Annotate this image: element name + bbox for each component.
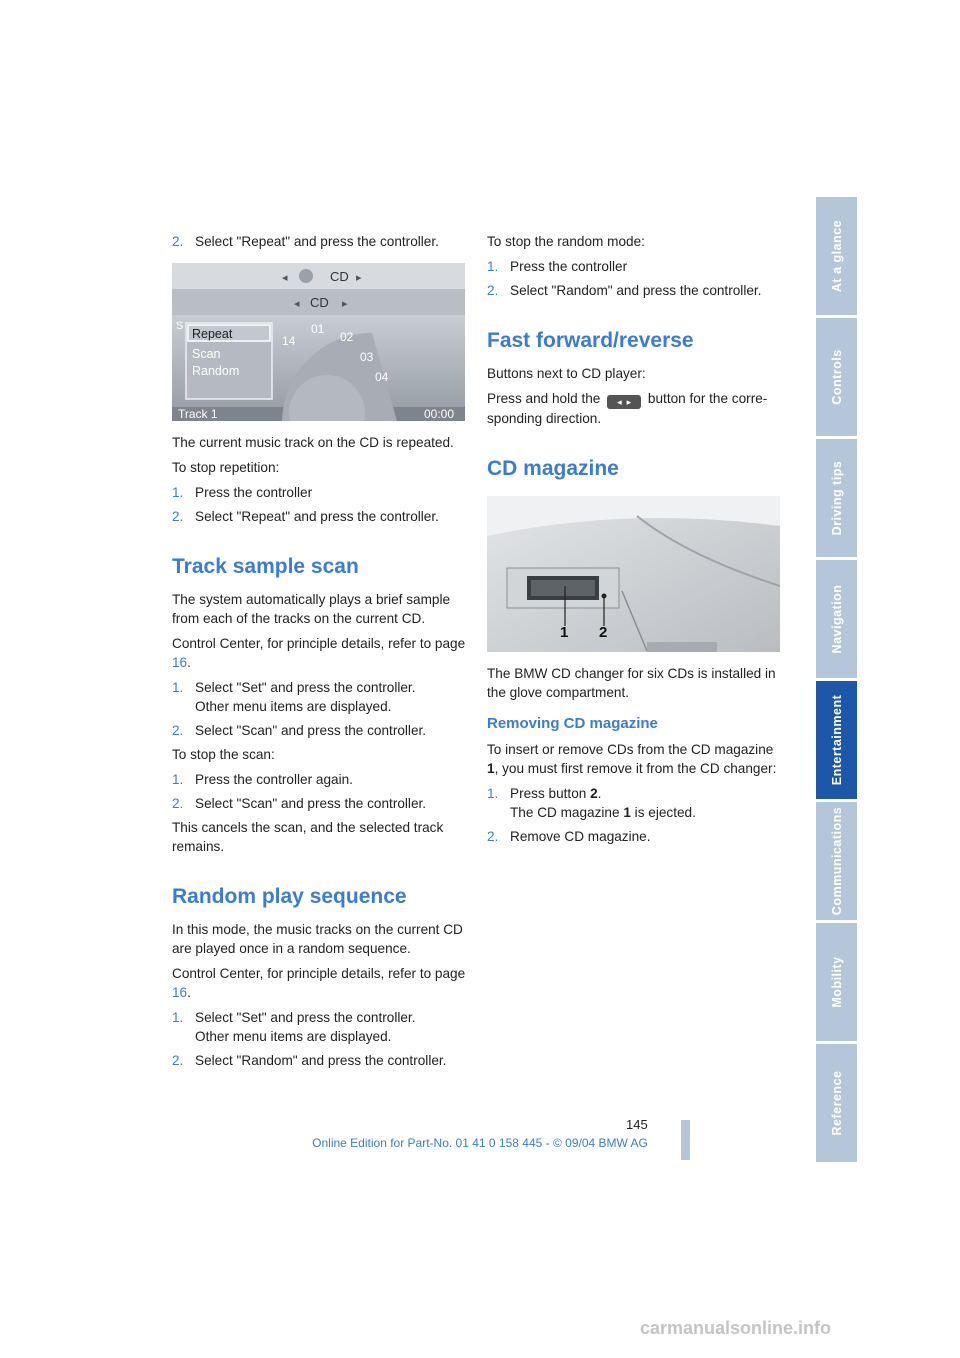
right-column: [487, 232, 782, 851]
footer-edition: Online Edition for Part-No. 01 41 0 158 445 - © 09/04 BMW AG: [312, 1136, 648, 1150]
paragraph: In this mode, the music tracks on the current CD are played once in a random sequence.: [172, 922, 463, 956]
paragraph: The BMW CD changer for six CDs is installed in the glove compartment.: [487, 666, 776, 700]
paragraph: The system automatically plays a brief sample from each of the tracks on the current CD.: [172, 592, 451, 626]
step: 2. Select "Random" and press the controller.: [487, 283, 762, 298]
step: 2. Select "Repeat" and press the controller.: [172, 509, 439, 524]
heading-cd-magazine: CD magazine: [487, 457, 619, 480]
status-time: 00:00: [424, 407, 455, 421]
heading-fast-forward: Fast forward/reverse: [487, 329, 694, 352]
cd-screen-image: [172, 263, 465, 421]
step: 1. Press the controller: [172, 485, 313, 500]
screen-second-label: CD: [310, 295, 329, 310]
paragraph: This cancels the scan, and the selected track remains.: [172, 820, 444, 854]
paragraph: To stop the scan:: [172, 747, 275, 762]
step: 2. Select "Random" and press the controller.: [172, 1053, 447, 1068]
left-column: [172, 232, 467, 1075]
paragraph: To insert or remove CDs from the CD magazine 1, you must first remove it from the CD changer:: [487, 742, 777, 776]
step: 1. Press button 2. The CD magazine 1 is ejected.: [487, 786, 696, 820]
photo-label-1: 1: [560, 624, 569, 641]
chapter-tabs: [816, 197, 857, 1165]
page-link[interactable]: 16: [172, 655, 188, 670]
step: 1. Select "Set" and press the controller. Other menu items are displayed.: [172, 680, 416, 714]
paragraph: Buttons next to CD player:: [487, 366, 646, 381]
screen-top-label: CD: [330, 269, 349, 284]
heading-random-play: Random play sequence: [172, 885, 407, 908]
step: 2. Select "Scan" and press the controller.: [172, 796, 427, 811]
menu-random: Random: [192, 364, 240, 378]
step: 1. Press the controller again.: [172, 772, 353, 787]
paragraph: Control Center, for principle details, refer to page 16.: [172, 966, 466, 1000]
page-number: 145: [626, 1117, 648, 1132]
tab-controls[interactable]: Controls: [816, 318, 857, 436]
paragraph: To stop repetition:: [172, 460, 280, 475]
track-label: 14: [282, 334, 296, 348]
paragraph: Control Center, for principle details, refer to page 16.: [172, 636, 466, 670]
svg-text:◂: ◂: [282, 272, 288, 284]
cd-changer-photo: [487, 496, 780, 652]
seek-button-icon: ◂ ▸: [607, 395, 641, 409]
step: 1. Press the controller: [487, 259, 628, 274]
heading-track-sample-scan: Track sample scan: [172, 555, 359, 578]
tab-navigation[interactable]: Navigation: [816, 560, 857, 678]
tab-reference[interactable]: Reference: [816, 1044, 857, 1162]
step: 2. Select "Repeat" and press the controller.: [172, 234, 439, 249]
page-link[interactable]: 16: [172, 985, 188, 1000]
track-label: 03: [360, 350, 374, 364]
paragraph: To stop the random mode:: [487, 234, 645, 249]
photo-label-2: 2: [599, 624, 608, 641]
track-label: 04: [375, 370, 389, 384]
status-track: Track 1: [178, 407, 218, 421]
step: 2. Select "Scan" and press the controller.: [172, 723, 427, 738]
track-label: 01: [311, 322, 325, 336]
paragraph: The current music track on the CD is repeated.: [172, 435, 454, 450]
menu-repeat: Repeat: [192, 327, 233, 341]
tab-at-a-glance[interactable]: At a glance: [816, 197, 857, 315]
tab-mobility[interactable]: Mobility: [816, 923, 857, 1041]
menu-scan: Scan: [192, 347, 221, 361]
svg-text:▸: ▸: [342, 298, 348, 310]
heading-removing-cd-magazine: Removing CD magazine: [487, 715, 658, 732]
watermark: carmanualsonline.info: [640, 1318, 832, 1338]
svg-text:◂: ◂: [294, 298, 300, 310]
track-label: 02: [340, 330, 354, 344]
tab-driving-tips[interactable]: Driving tips: [816, 439, 857, 557]
paragraph: Press and hold the ◂ ▸ button for the corre-sponding direction.: [487, 391, 768, 426]
tab-communications[interactable]: Communications: [816, 802, 857, 920]
svg-text:▸: ▸: [356, 272, 362, 284]
tab-entertainment[interactable]: Entertainment: [816, 681, 857, 799]
side-letter: S: [176, 320, 184, 332]
step: 2. Remove CD magazine.: [487, 829, 651, 844]
step: 1. Select "Set" and press the controller. Other menu items are displayed.: [172, 1010, 416, 1044]
